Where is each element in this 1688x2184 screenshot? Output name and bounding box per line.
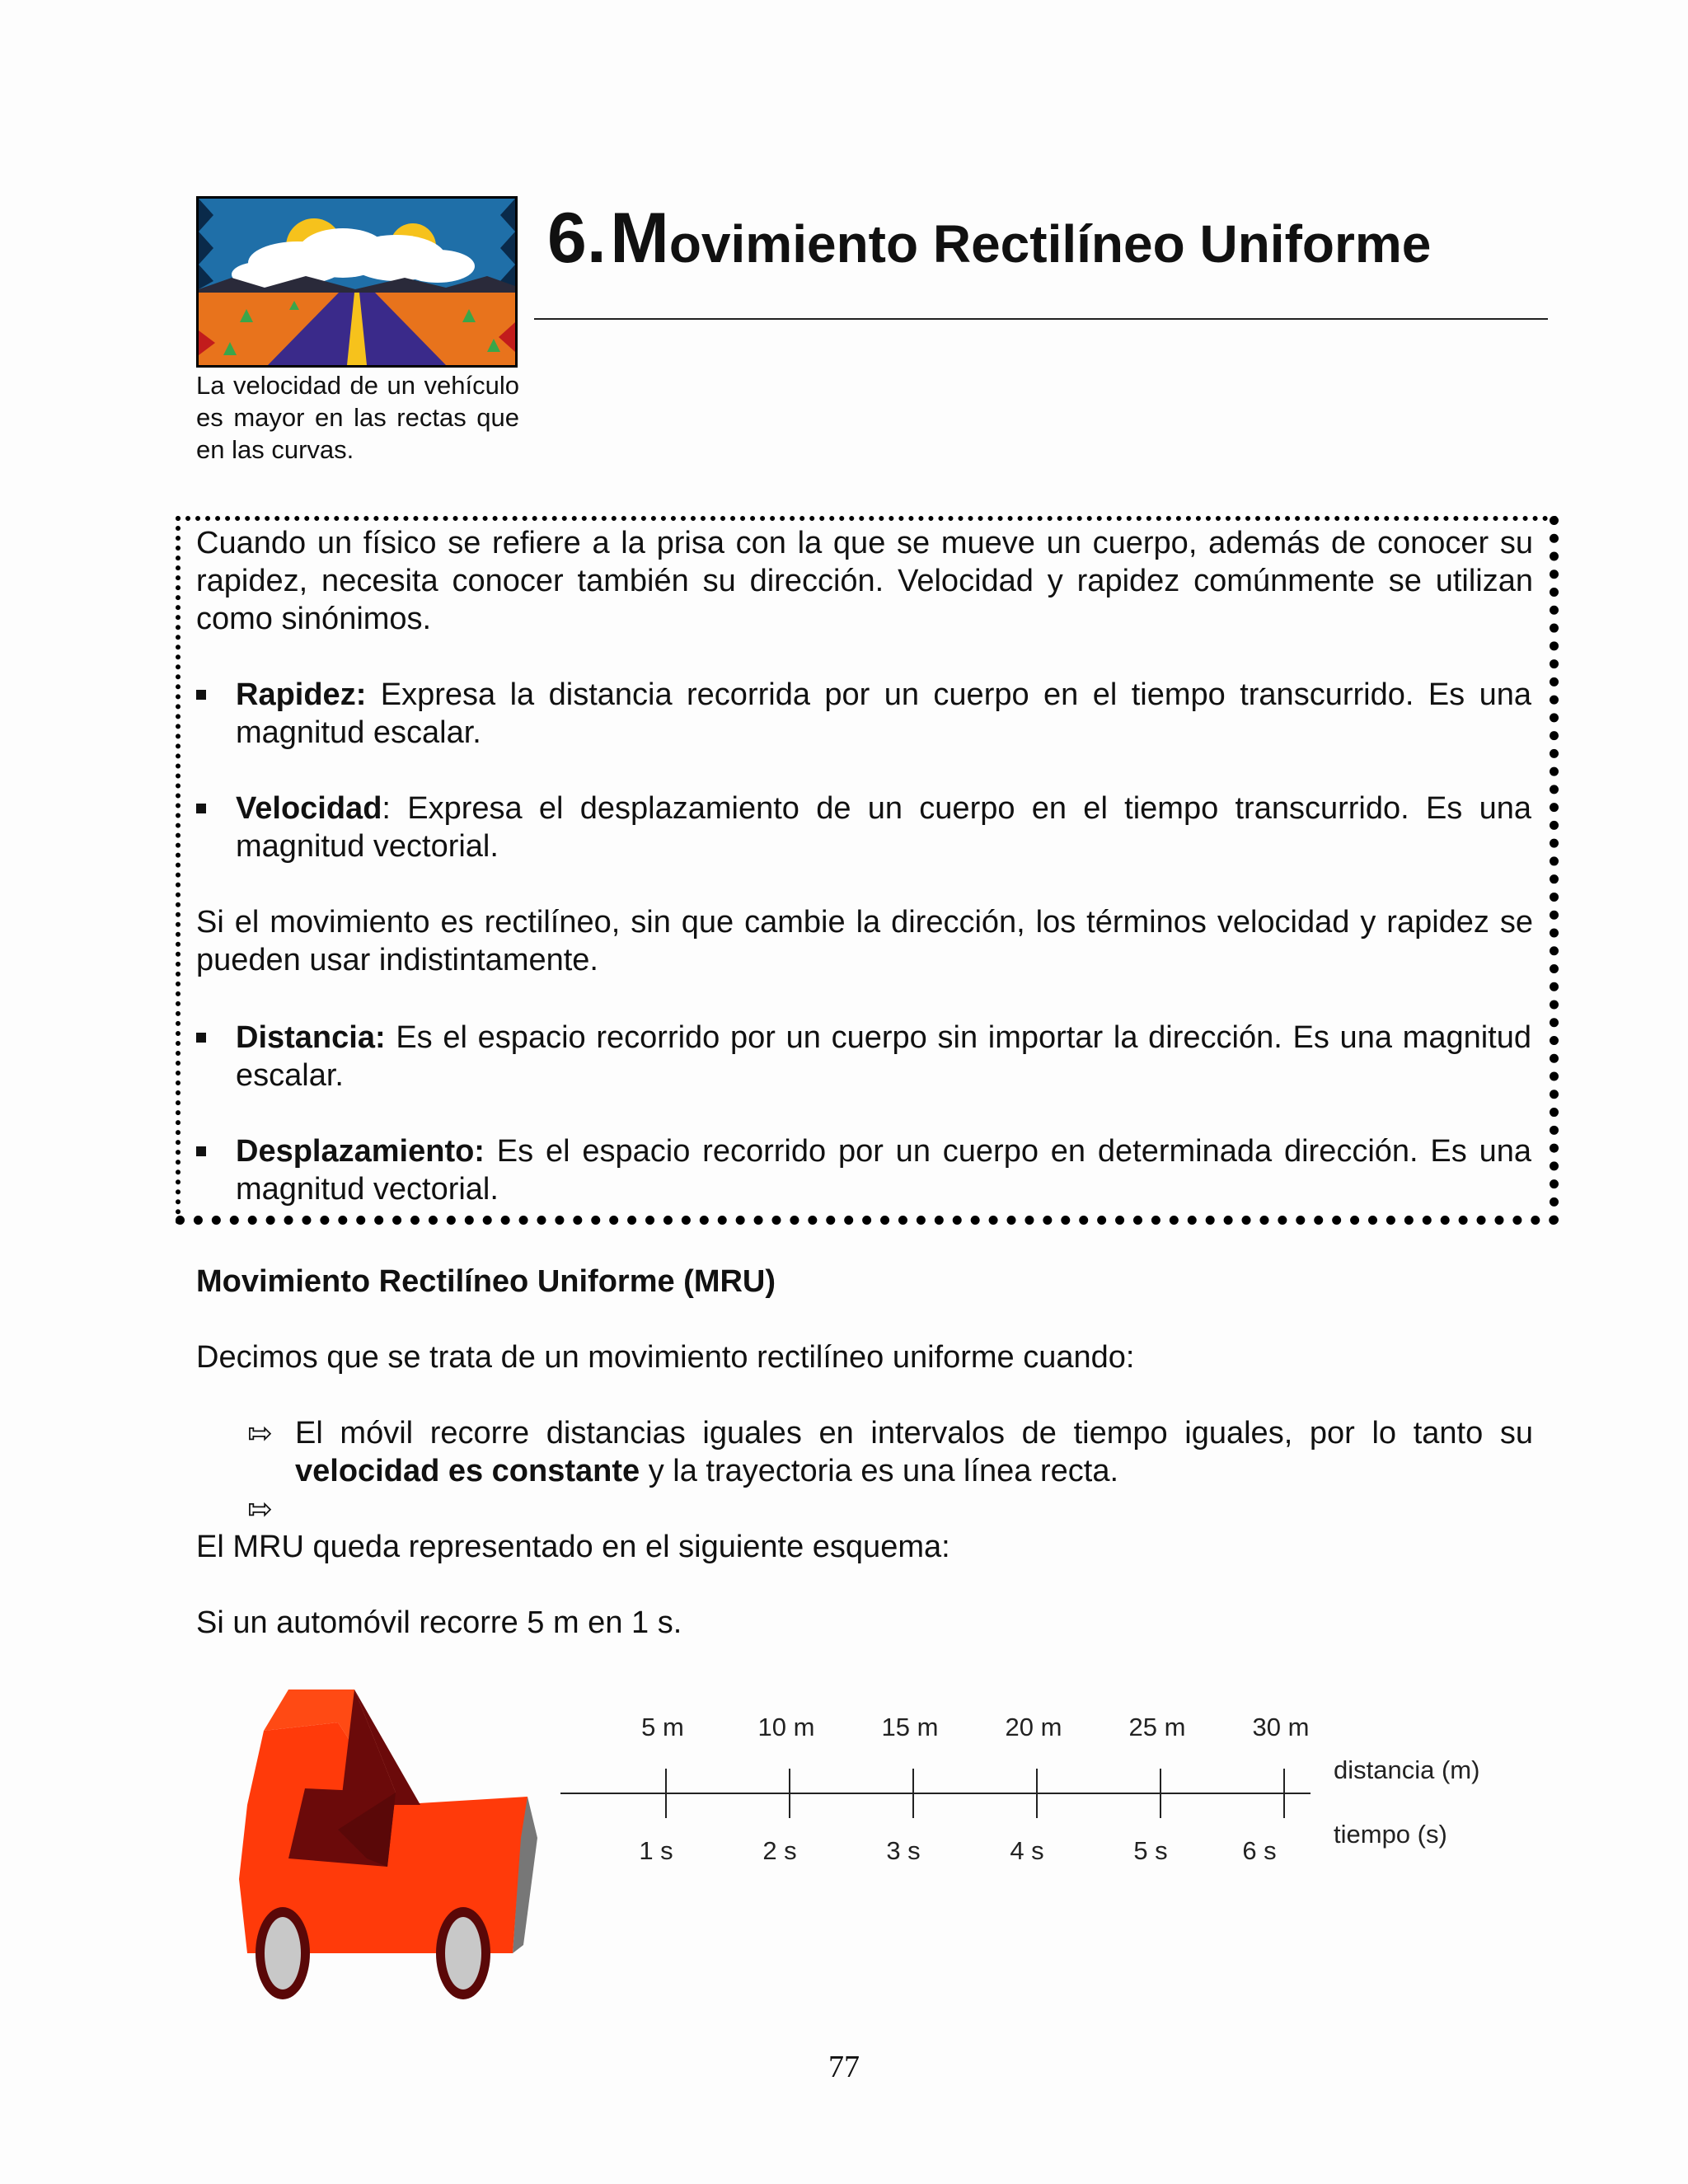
term-rapidez: Rapidez: <box>236 677 367 712</box>
box-middle: Si el movimiento es rectilíneo, sin que cambie la dirección, los términos velocidad y rapidez se pueden usar indistintamente. <box>196 905 1533 977</box>
distance-axis-label: distancia (m) <box>1334 1755 1480 1784</box>
distance-tick-label: 30 m <box>1252 1713 1310 1741</box>
distance-tick-label: 5 m <box>641 1713 684 1741</box>
time-tick-label: 3 s <box>886 1836 921 1865</box>
title-rest: ovimiento Rectilíneo Uniforme <box>668 214 1432 274</box>
square-bullet-icon <box>196 804 206 813</box>
distance-time-axis <box>560 1711 1517 1876</box>
term-distancia: Distancia: <box>236 1020 386 1055</box>
time-tick-label: 2 s <box>762 1836 797 1865</box>
def-velocidad: : Expresa el desplazamiento de un cuerpo en el tiempo transcurrido. Es una magnitud vectorial. <box>236 791 1531 864</box>
distance-tick-label: 10 m <box>757 1713 815 1741</box>
time-axis-label: tiempo (s) <box>1334 1820 1447 1849</box>
time-tick-label: 5 s <box>1133 1836 1168 1865</box>
title-divider <box>534 318 1548 320</box>
bullet-rapidez <box>196 676 1531 752</box>
road-landscape-illustration <box>196 196 518 368</box>
distance-labels <box>641 1713 1309 1741</box>
bullet-desplazamiento <box>196 1132 1531 1208</box>
time-tick-label: 6 s <box>1242 1836 1277 1865</box>
box-intro: Cuando un físico se refiere a la prisa con la que se mueve un cuerpo, además de conocer su rapidez, necesita conocer también su dirección. Velocidad y rapidez comúnmente se utilizan como sinónimos. <box>196 526 1533 636</box>
example-text: Si un automóvil recorre 5 m en 1 s. <box>196 1605 682 1640</box>
distance-tick-label: 15 m <box>881 1713 939 1741</box>
term-desplazamiento: Desplazamiento: <box>236 1134 485 1169</box>
square-bullet-icon <box>196 690 206 700</box>
bullet-distancia <box>196 1019 1531 1094</box>
time-tick-label: 4 s <box>1010 1836 1044 1865</box>
term-velocidad: Velocidad <box>236 791 382 826</box>
time-tick-label: 1 s <box>639 1836 673 1865</box>
title-initial: M <box>610 199 669 278</box>
def-rapidez: Expresa la distancia recorrida por un cuerpo en el tiempo transcurrido. Es una magnitud escalar. <box>236 677 1531 750</box>
condition-text-pre: El móvil recorre distancias iguales en intervalos de tiempo iguales, por lo tanto su <box>295 1416 1533 1451</box>
square-bullet-icon <box>196 1146 206 1156</box>
time-labels <box>639 1836 1276 1865</box>
square-bullet-icon <box>196 1033 206 1043</box>
red-car-icon <box>231 1681 544 2003</box>
title-number: 6. <box>547 199 607 278</box>
page-number: 77 <box>828 2050 860 2084</box>
section-intro: Decimos que se trata de un movimiento rectilíneo uniforme cuando: <box>196 1340 1135 1375</box>
condition-text-post: y la trayectoria es una línea recta. <box>640 1454 1119 1488</box>
condition-text-bold: velocidad es constante <box>295 1454 640 1488</box>
scheme-text: El MRU queda representado en el siguiente esquema: <box>196 1530 950 1564</box>
section-heading: Movimiento Rectilíneo Uniforme (MRU) <box>196 1264 776 1299</box>
distance-tick-label: 20 m <box>1005 1713 1062 1741</box>
arrow-bullet-icon: ⇰ <box>247 1492 273 1526</box>
distance-tick-label: 25 m <box>1128 1713 1186 1741</box>
bullet-velocidad <box>196 790 1531 865</box>
mru-condition <box>295 1414 1533 1490</box>
def-desplazamiento: Es el espacio recorrido por un cuerpo en determinada dirección. Es una magnitud vectorial. <box>236 1134 1531 1207</box>
page-title <box>547 198 1431 279</box>
arrow-bullet-icon: ⇰ <box>247 1416 273 1450</box>
image-caption: La velocidad de un vehículo es mayor en las rectas que en las curvas. <box>196 371 519 464</box>
def-distancia: Es el espacio recorrido por un cuerpo sin importar la dirección. Es una magnitud escalar. <box>236 1020 1531 1093</box>
